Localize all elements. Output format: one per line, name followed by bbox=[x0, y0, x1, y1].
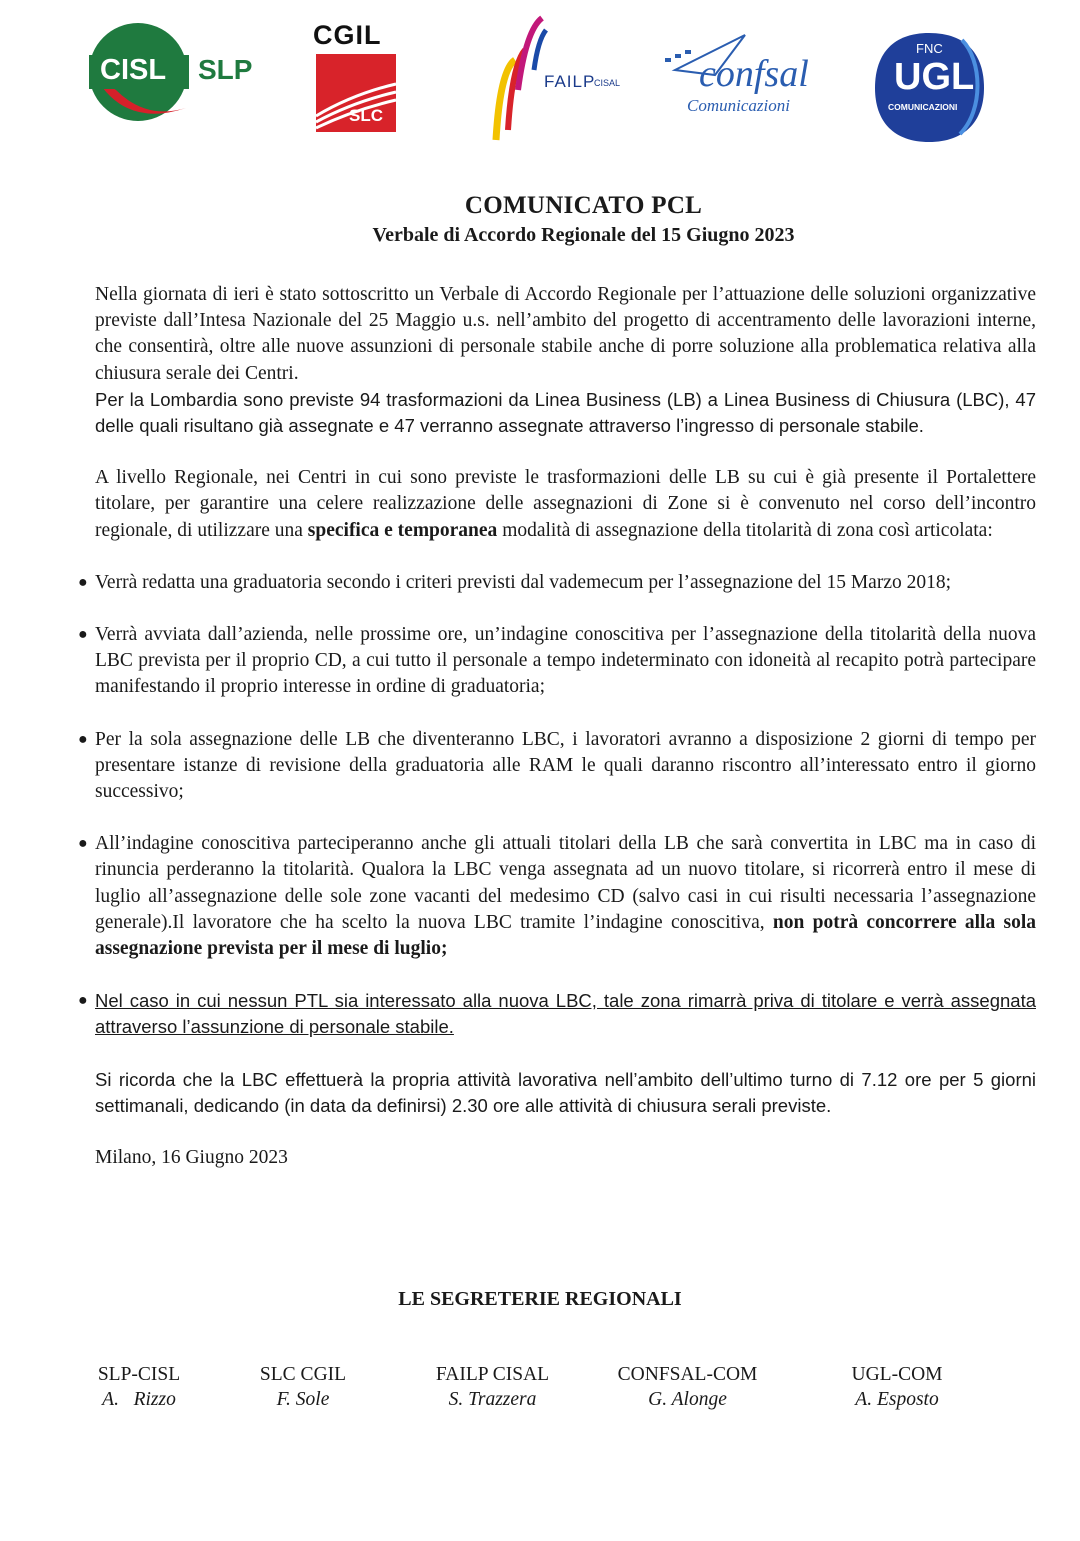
list-item: ● Verrà redatta una graduatoria secondo i criteri previsti dal vademecum per l’assegnazione del 15 Marzo 2018; bbox=[95, 570, 1036, 596]
cisl-slp-logo bbox=[86, 20, 266, 130]
paragraph-2: Per la Lombardia sono previste 94 trasformazioni da Linea Business (LB) a Linea Business di Chiusura (LBC), 47 delle quali risultano già assegnate e 47 verranno assegnate attraverso l’ingresso di personale stabile. bbox=[95, 388, 1036, 437]
signature-failp-cisal bbox=[425, 1362, 560, 1412]
bullet-icon: ● bbox=[78, 626, 88, 644]
signature-name: A. Rizzo bbox=[102, 1389, 176, 1410]
signature-org: FAILP CISAL bbox=[435, 1364, 550, 1385]
signature-name: G. Alonge bbox=[648, 1389, 727, 1410]
bullet-icon: ● bbox=[78, 573, 88, 591]
comunicazioni-label: COMUNICAZIONI bbox=[888, 102, 958, 112]
signature-name: A. Esposto bbox=[855, 1389, 939, 1410]
failp-wordmark: FAILP bbox=[544, 72, 596, 91]
cgil-slc-logo bbox=[313, 22, 399, 134]
ugl-wordmark: UGL bbox=[894, 56, 975, 98]
signature-ugl-com bbox=[842, 1362, 952, 1412]
list-item: ● Verrà avviata dall’azienda, nelle prossime ore, un’indagine conoscitiva per l’assegnazione della titolarità della nuova LBC prevista per il proprio CD, a cui tutto il personale a tempo indeterminato con idoneità al recapito potrà partecipare manifestando il proprio interesse in ordine di graduatoria; bbox=[78, 624, 1036, 698]
signature-confsal-com bbox=[605, 1362, 770, 1412]
signature-slp-cisl bbox=[94, 1362, 184, 1412]
slc-wordmark: SLC bbox=[349, 106, 383, 125]
bold-phrase: specifica e temporanea bbox=[307, 519, 498, 541]
list-item bbox=[78, 988, 1036, 1040]
paragraph-3: A livello Regionale, nei Centri in cui sono previste le trasformazioni delle LB su cui è già presente il Portalettere titolare, per garantire una celere realizzazione delle assegnazioni di Zone si è convenuto nel corso dell’incontro regionale, di utilizzare una specifica e temporanea modalità di assegnazione della titolarità di zona così articolata: bbox=[95, 467, 1036, 541]
list-item: ● All’indagine conoscitiva parteciperanno anche gli attuali titolari della LB che sarà convertita in LBC ma in caso di rinuncia perderanno la titolarità. Qualora la LBC venga assegnata ad un nuovo titolare, si ricorrerà entro il mese di luglio all’assegnazione delle sole zone vacanti del medesimo CD (salvo casi in cui risulti necessaria l’assegnazione generale).Il lavoratore che ha scelto la nuova LBC tramite l’indagine conoscitiva, non potrà concorrere alla sola assegnazione prevista per il mese di luglio; bbox=[78, 833, 1036, 960]
list-item: ● Per la sola assegnazione delle LB che diventeranno LBC, i lavoratori avranno a disposizione 2 giorni di tempo per presentare istanze di revisione della graduatoria alle RAM le quali daranno riscontro all’interessato entro il giorno successivo; bbox=[78, 728, 1036, 803]
signatures-title: LE SEGRETERIE REGIONALI bbox=[398, 1288, 682, 1310]
bullet-icon: ● bbox=[78, 730, 88, 748]
document-title: COMUNICATO PCL bbox=[464, 192, 703, 219]
signature-slc-cgil bbox=[248, 1362, 358, 1412]
signature-name: S. Trazzera bbox=[448, 1389, 537, 1410]
bullet-icon: ● bbox=[78, 992, 88, 1010]
slp-wordmark: SLP bbox=[198, 54, 253, 85]
document-subtitle: Verbale di Accordo Regionale del 15 Giugno 2023 bbox=[372, 224, 795, 246]
confsal-wordmark: confsal bbox=[699, 53, 809, 95]
confsal-logo bbox=[665, 30, 810, 130]
comunicazioni-wordmark: Comunicazioni bbox=[687, 96, 790, 115]
cgil-wordmark: CGIL bbox=[313, 20, 382, 50]
document-body bbox=[78, 282, 1036, 1171]
bold-phrase: non potrà concorrere alla sola assegnazione prevista per il mese di luglio; bbox=[95, 911, 1036, 960]
signature-org: SLC CGIL bbox=[259, 1364, 347, 1385]
cisl-wordmark: CISL bbox=[100, 54, 167, 86]
ugl-fnc-logo bbox=[872, 30, 987, 145]
signature-org: UGL-COM bbox=[851, 1364, 943, 1385]
paragraph-4: Si ricorda che la LBC effettuerà la propria attività lavorativa nell’ambito dell’ultimo turno di 7.12 ore per 5 giorni settimanali, dedicando (in data da definirsi) 2.30 ore alle attività di chiusura serali previste. bbox=[95, 1068, 1036, 1116]
fnc-label: FNC bbox=[916, 41, 943, 56]
date-line: Milano, 16 Giugno 2023 bbox=[95, 1147, 288, 1169]
underlined-text: Nel caso in cui nessun PTL sia interessato alla nuova LBC, tale zona rimarrà priva di titolare e verrà assegnata attraverso l’assunzione di personale stabile. bbox=[95, 990, 1036, 1038]
signature-org: SLP-CISL bbox=[97, 1364, 181, 1385]
failp-cisal-logo bbox=[490, 10, 625, 150]
signature-name: F. Sole bbox=[276, 1389, 330, 1410]
bullet-icon: ● bbox=[78, 835, 88, 853]
paragraph-1: Nella giornata di ieri è stato sottoscritto un Verbale di Accordo Regionale per l’attuazione delle soluzioni organizzative previste dall’Intesa Nazionale del 25 Maggio u.s. nell’ambito del progetto di accentramento delle lavorazioni interne, che consentirà, oltre alle nuove assunzioni di personale stabile anche di porre soluzione alla problematica relativa alla chiusura serale dei Centri. bbox=[95, 284, 1036, 384]
signature-org: CONFSAL-COM bbox=[617, 1364, 758, 1385]
cisal-wordmark: CISAL bbox=[594, 78, 621, 88]
document-header bbox=[0, 192, 1080, 247]
logo-row bbox=[0, 0, 1080, 170]
